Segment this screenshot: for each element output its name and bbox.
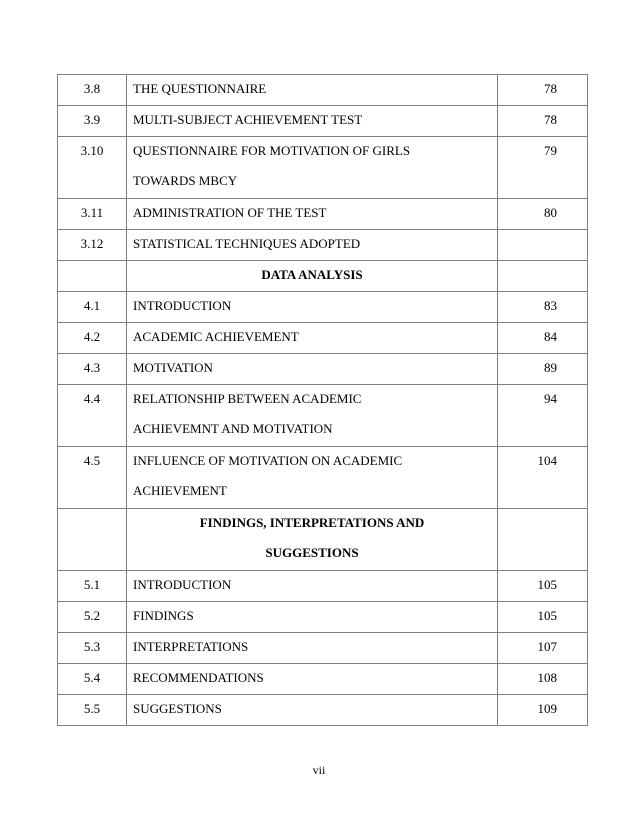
section-title-line: ACHIEVEMNT AND MOTIVATION — [133, 421, 333, 436]
toc-page-number — [498, 323, 588, 354]
section-number-text: 3.9 — [83, 112, 101, 127]
toc-row — [58, 571, 588, 602]
toc-page-number — [498, 354, 588, 385]
section-title-line: RELATIONSHIP BETWEEN ACADEMIC — [133, 391, 362, 406]
toc-section-number — [58, 199, 127, 230]
toc-section-title — [127, 230, 498, 261]
toc-section-number — [58, 292, 127, 323]
toc-section-number — [58, 633, 127, 664]
toc-page-number — [498, 261, 588, 292]
toc-section-number — [58, 602, 127, 633]
section-number-text: 5.1 — [83, 577, 101, 592]
toc-row — [58, 664, 588, 695]
section-number-text: 4.5 — [83, 453, 101, 468]
section-number-text: 5.2 — [83, 608, 101, 623]
toc-section-title — [127, 385, 498, 447]
toc-section-number — [58, 230, 127, 261]
page-number-text: 105 — [537, 608, 557, 623]
toc-page-number — [498, 664, 588, 695]
toc-section-title — [127, 75, 498, 106]
page-number-text: 105 — [537, 577, 557, 592]
section-title-line: MULTI-SUBJECT ACHIEVEMENT TEST — [133, 112, 363, 127]
table-of-contents — [57, 74, 588, 726]
section-title-line: TOWARDS MBCY — [133, 173, 238, 188]
section-title-line: ADMINISTRATION OF THE TEST — [133, 205, 327, 220]
toc-section-number — [58, 75, 127, 106]
toc-row — [58, 230, 588, 261]
toc-page-number — [498, 602, 588, 633]
toc-section-number — [58, 106, 127, 137]
toc-page-number — [498, 571, 588, 602]
toc-section-title — [127, 571, 498, 602]
toc-page-number — [498, 75, 588, 106]
toc-section-title — [127, 509, 498, 571]
section-title-line: THE QUESTIONNAIRE — [133, 81, 267, 96]
toc-page-number — [498, 447, 588, 509]
toc-section-number — [58, 385, 127, 447]
section-number-text: 5.5 — [83, 701, 101, 716]
section-number-text: 3.12 — [80, 236, 104, 251]
toc-row — [58, 292, 588, 323]
toc-row — [58, 633, 588, 664]
section-title-line: RECOMMENDATIONS — [133, 670, 264, 685]
toc-section-number — [58, 261, 127, 292]
section-title-line: FINDINGS, INTERPRETATIONS AND — [199, 515, 425, 530]
page-number-text: 108 — [537, 670, 557, 685]
section-title-line: QUESTIONNAIRE FOR MOTIVATION OF GIRLS — [133, 143, 411, 158]
toc-page-number — [498, 385, 588, 447]
toc-section-number — [58, 664, 127, 695]
section-number-text: 3.10 — [80, 143, 104, 158]
page-number-text — [498, 509, 557, 514]
toc-section-title — [127, 106, 498, 137]
toc-row — [58, 75, 588, 106]
toc-section-title — [127, 602, 498, 633]
toc-section-title — [127, 323, 498, 354]
section-number-text: 5.3 — [83, 639, 101, 654]
section-title-line: SUGGESTIONS — [133, 701, 222, 716]
toc-row — [58, 354, 588, 385]
page-number-text: 78 — [544, 112, 557, 127]
page-number-text: 107 — [537, 639, 557, 654]
section-title-line: INFLUENCE OF MOTIVATION ON ACADEMIC — [133, 453, 403, 468]
page-number-text: 83 — [544, 298, 557, 313]
section-number-text: 4.4 — [83, 391, 101, 406]
toc-row — [58, 447, 588, 509]
toc-section-title — [127, 354, 498, 385]
section-number-text: 4.3 — [83, 360, 101, 375]
page-number-text: 80 — [544, 205, 557, 220]
toc-section-number — [58, 447, 127, 509]
toc-section-title — [127, 664, 498, 695]
section-title-line: MOTIVATION — [133, 360, 213, 375]
toc-row — [58, 602, 588, 633]
toc-section-number — [58, 571, 127, 602]
section-title-line: STATISTICAL TECHNIQUES ADOPTED — [133, 236, 361, 251]
section-title-line: INTRODUCTION — [133, 298, 232, 313]
page-number-text: 94 — [544, 391, 557, 406]
toc-page-number — [498, 199, 588, 230]
toc-row — [58, 323, 588, 354]
page-number-text: 89 — [544, 360, 557, 375]
toc-page-number — [498, 695, 588, 726]
toc-body — [58, 75, 588, 726]
section-title-line: INTRODUCTION — [133, 577, 232, 592]
section-title-line: DATA ANALYSIS — [261, 267, 363, 282]
toc-page-number — [498, 230, 588, 261]
page-number-text — [498, 230, 557, 235]
toc-section-number — [58, 323, 127, 354]
toc-page-number — [498, 106, 588, 137]
section-number-text: 3.11 — [80, 205, 104, 220]
toc-page-number — [498, 137, 588, 199]
toc-section-title — [127, 292, 498, 323]
toc-page-number — [498, 292, 588, 323]
page-number-text: 104 — [537, 453, 557, 468]
page-number-text: 78 — [544, 81, 557, 96]
page-number-text: 109 — [537, 701, 557, 716]
section-title-line: FINDINGS — [133, 608, 194, 623]
toc-row — [58, 385, 588, 447]
section-number-text: 4.1 — [83, 298, 101, 313]
toc-section-heading — [58, 261, 588, 292]
toc-section-title — [127, 695, 498, 726]
toc-section-title — [127, 261, 498, 292]
toc-section-number — [58, 137, 127, 199]
page-number-text — [498, 261, 557, 266]
toc-section-title — [127, 447, 498, 509]
toc-row — [58, 199, 588, 230]
toc-section-title — [127, 199, 498, 230]
section-number-text: 3.8 — [83, 81, 101, 96]
section-title-line: INTERPRETATIONS — [133, 639, 249, 654]
toc-page-number — [498, 633, 588, 664]
section-title-line: ACADEMIC ACHIEVEMENT — [133, 329, 299, 344]
toc-row — [58, 137, 588, 199]
toc-section-number — [58, 354, 127, 385]
toc-page-number — [498, 509, 588, 571]
toc-section-number — [58, 695, 127, 726]
section-number-text: 4.2 — [83, 329, 101, 344]
toc-section-title — [127, 633, 498, 664]
section-title-line: SUGGESTIONS — [265, 545, 359, 560]
section-number-text — [58, 261, 126, 266]
toc-section-title — [127, 137, 498, 199]
section-title-line: ACHIEVEMENT — [133, 483, 227, 498]
page-number: vii — [312, 763, 326, 777]
toc-row — [58, 106, 588, 137]
page-number-text: 84 — [544, 329, 557, 344]
section-number-text — [58, 509, 126, 514]
toc-row — [58, 695, 588, 726]
page-number-text: 79 — [544, 143, 557, 158]
toc-section-number — [58, 509, 127, 571]
section-number-text: 5.4 — [83, 670, 101, 685]
toc-section-heading — [58, 509, 588, 571]
